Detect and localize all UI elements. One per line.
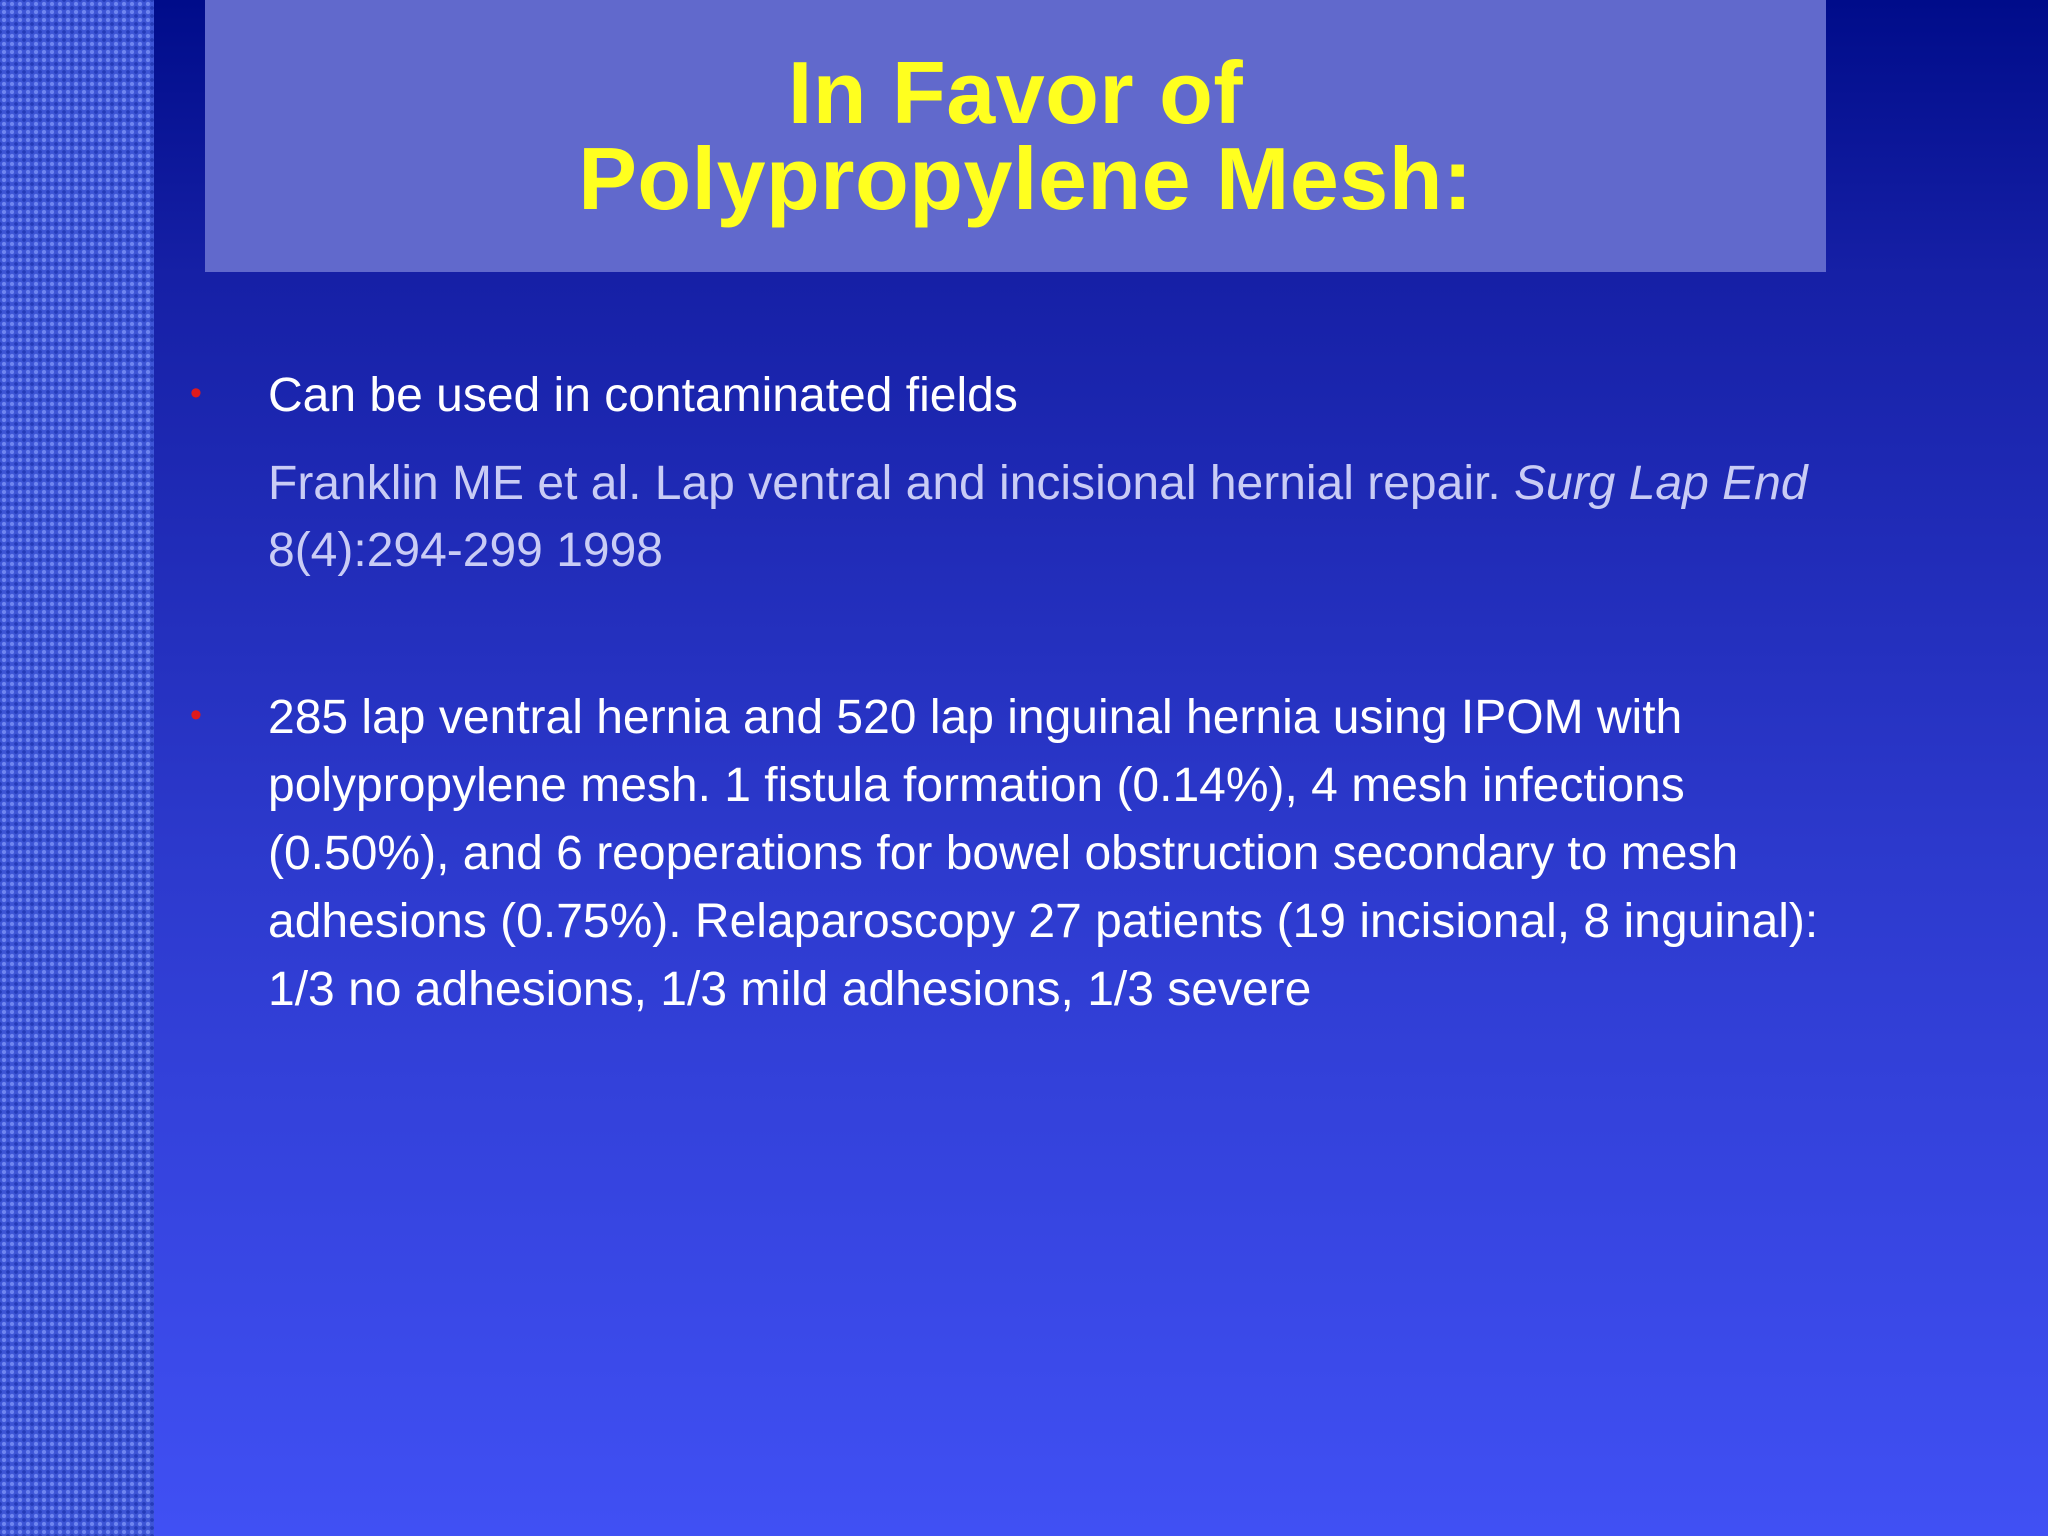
bullet-dot-icon: •	[190, 696, 202, 734]
slide-title-line-2: Polypropylene Mesh:	[578, 129, 1473, 228]
bullet-item-contaminated-fields	[190, 362, 1870, 430]
bullet-item-ipom-study	[190, 684, 1870, 1024]
slide-title-line-1: In Favor of	[787, 43, 1244, 142]
citation-plain-part-1: Franklin ME et al. Lap ventral and incisional hernial repair.	[268, 457, 1514, 510]
slide-title-box	[205, 0, 1826, 272]
decorative-side-strip	[0, 0, 154, 1536]
citation-journal-italic: Surg Lap End	[1513, 457, 1808, 510]
citation-plain-part-2: 8(4):294-299 1998	[268, 524, 663, 577]
citation-franklin	[190, 450, 1870, 584]
bullet-dot-icon: •	[190, 374, 202, 412]
bullet-text: 285 lap ventral hernia and 520 lap inguinal hernia using IPOM with polypropylene mesh. 1 fistula formation (0.14%), 4 mesh infections (0.50%), and 6 reoperations for bowel obstruction secondary to mesh adhesions (0.75%). Relaparoscopy 27 patients (19 incisional, 8 inguinal): 1/3 no adhesions, 1/3 mild adhesions, 1/3 severe	[268, 691, 1819, 1016]
bullet-text: Can be used in contaminated fields	[268, 369, 1018, 422]
bullet-list	[190, 362, 1870, 1024]
